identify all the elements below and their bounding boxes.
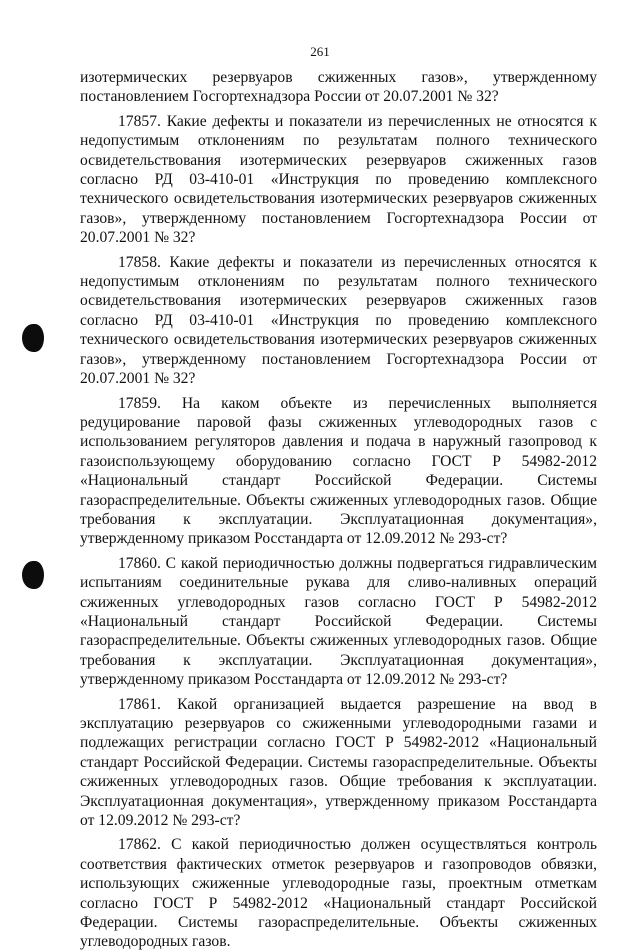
page-number: 261 (310, 44, 330, 59)
question-17861: 17861. Какой организацией выдается разрешение на ввод в эксплуатацию резервуаров со сжиженными углеводородными газами и подлежащих регистрации согласно ГОСТ Р 54982-2012 «Национальный стандарт Российской Федерации. Системы газораспределительные. Объекты сжиженных углеводородных газов. Общие требования к эксплуатации. Эксплуатационная документация», утвержденному приказом Росстандарта от 12.09.2012 № 293-ст? (80, 695, 597, 830)
question-17859: 17859. На каком объекте из перечисленных выполняется редуцирование паровой фазы сжиженных углеводородных газов с использованием регуляторов давления и подача в наружный газопровод к газоиспользующему оборудованию согласно ГОСТ Р 54982-2012 «Национальный стандарт Российской Федерации. Системы газораспределительные. Объекты сжиженных углеводородных газов. Общие требования к эксплуатации. Эксплуатационная документация», утвержденному приказом Росстандарта от 12.09.2012 № 293-ст? (80, 394, 597, 548)
question-17857: 17857. Какие дефекты и показатели из перечисленных не относятся к недопустимым отклонениям по результатам полного технического освидетельствования изотермических резервуаров сжиженных газов согласно РД 03-410-01 «Инструкция по проведению комплексного технического освидетельствования изотермических резервуаров сжиженных газов», утвержденному постановлением Госгортехнадзора России от 20.07.2001 № 32? (80, 112, 597, 247)
paragraph-continuation: изотермических резервуаров сжиженных газов», утвержденному постановлением Госгортехнадзора России от 20.07.2001 № 32? (80, 69, 597, 106)
question-17862: 17862. С какой периодичностью должен осуществляться контроль соответствия фактических отметок резервуаров и газопроводов обвязки, использующих сжиженные углеводородные газы, проектным отметкам согласно ГОСТ Р 54982-2012 «Национальный стандарт Российской Федерации. Системы газораспределительные. Объекты сжиженных углеводородных газов. (80, 836, 597, 951)
question-17860: 17860. С какой периодичностью должны подвергаться гидравлическим испытаниям соединительные рукава для сливо-наливных операций сжиженных углеводородных газов согласно ГОСТ Р 54982-2012 «Национальный стандарт Российской Федерации. Системы газораспределительные. Объекты сжиженных углеводородных газов. Общие требования к эксплуатации. Эксплуатационная документация», утвержденному приказом Росстандарта от 12.09.2012 № 293-ст? (80, 554, 597, 689)
document-body (80, 68, 597, 952)
punch-hole-mark (22, 324, 44, 352)
punch-hole-mark (22, 561, 44, 589)
question-17858: 17858. Какие дефекты и показатели из перечисленных относятся к недопустимым отклонениям по результатам полного технического освидетельствования изотермических резервуаров сжиженных газов согласно РД 03-410-01 «Инструкция по проведению комплексного технического освидетельствования изотермических резервуаров сжиженных газов», утвержденному постановлением Госгортехнадзора России от 20.07.2001 № 32? (80, 253, 597, 388)
